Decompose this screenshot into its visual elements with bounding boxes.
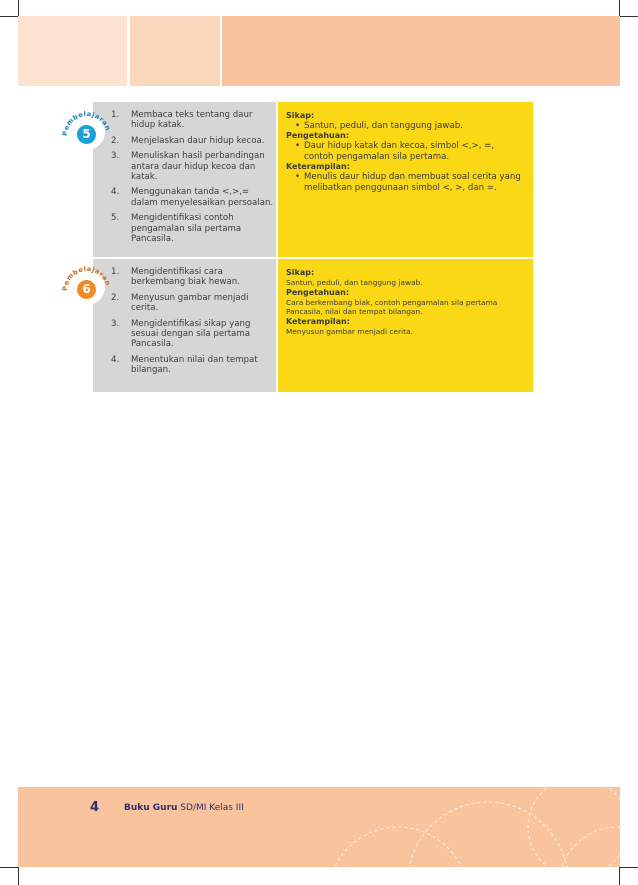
book-title [124,803,244,813]
objective-text: Mengidentifikasi sikap yang sesuai dengan sila pertama Pancasila. [131,318,251,350]
book-title-rest: SD/MI Kelas III [177,803,244,813]
objective-item [111,355,276,376]
competencies-cell [276,102,533,257]
header-band [130,16,220,86]
badge-number: 5 [77,125,96,144]
competency-heading: Sikap: [286,111,315,120]
footer-decoration [18,787,620,867]
objective-text: Mengidentifikasi contoh pengamalan sila pertama Pancasila. [131,213,242,245]
badge-number: 6 [77,280,96,299]
objective-number: 3. [111,151,120,162]
lesson-row [61,102,533,257]
objective-item [111,187,276,208]
competency-list [286,121,525,131]
competency-list [286,141,525,162]
competency-heading: Keterampilan: [286,316,350,326]
competency-text: Santun, peduli, dan tanggung jawab. [304,121,463,131]
objective-number: 4. [111,354,120,365]
badge-word: Pembelajaran [61,109,113,137]
competency-text: Menyusun gambar menjadi cerita. [286,326,413,336]
objective-number: 3. [111,318,120,329]
objective-number: 2. [111,135,120,146]
objective-text: Menjelaskan daur hidup kecoa. [131,135,265,146]
competency-heading: Pengetahuan: [286,131,350,141]
objective-number: 2. [111,292,120,303]
objective-text: Menuliskan hasil perbandingan antara daur hidup kecoa dan katak. [131,151,265,183]
objective-number: 1. [111,267,120,277]
objective-item [111,110,276,131]
objective-item [111,293,276,314]
crop-mark [620,16,638,17]
crop-mark [0,867,18,868]
competency-text: Santun, peduli, dan tanggung jawab. [286,278,423,287]
competency-item [294,141,525,162]
competency-list [286,172,525,193]
objective-item [111,136,276,146]
competency-item [294,121,525,131]
footer-band [18,787,620,867]
objectives-list [93,110,276,244]
competency-text: Daur hidup katak dan kecoa, simbol <,>, =, contoh pengamalan sila pertama. [304,141,495,162]
competency-text: Menulis daur hidup dan membuat soal cerita yang melibatkan penggunaan simbol <, >, dan =. [304,172,521,193]
objective-text: Menyusun gambar menjadi cerita. [131,292,249,314]
bullet-icon: • [295,121,301,131]
objective-item [111,151,276,182]
lesson-badge [61,106,113,158]
crop-mark [620,867,638,868]
lesson-badge [61,261,113,313]
bullet-icon: • [295,141,301,152]
competency-text: Cara berkembang biak, contoh pengamalan sila pertama Pancasila, nilai dan tempat bilangan. [286,297,498,316]
objective-number: 4. [111,187,120,198]
objective-number: 5. [111,213,120,224]
page-number: 4 [90,800,100,815]
lesson-table [61,102,533,392]
objective-number: 1. [111,110,120,120]
objective-text: Mengidentifikasi cara berkembang biak hewan. [131,267,240,288]
competency-heading: Keterampilan: [286,162,350,172]
competency-heading: Pengetahuan: [286,287,350,297]
crop-mark [619,867,620,885]
objectives-list [93,267,276,376]
crop-mark [0,16,18,17]
competency-item [294,172,525,193]
objectives-cell [61,259,276,392]
header-band [222,16,620,86]
crop-mark [18,867,19,885]
objective-item [111,267,276,288]
bullet-icon: • [295,172,301,183]
objective-item [111,319,276,350]
objective-text: Menggunakan tanda <,>,= dalam menyelesaikan persoalan. [131,187,274,208]
competencies-cell [276,259,533,392]
objectives-cell [61,102,276,257]
lesson-row [61,257,533,392]
competency-heading: Sikap: [286,268,315,277]
book-title-bold: Buku Guru [124,803,178,813]
objective-item [111,213,276,244]
objective-text: Membaca teks tentang daur hidup katak. [131,110,253,131]
objective-text: Menentukan nilai dan tempat bilangan. [131,354,258,376]
badge-word: Pembelajaran [61,264,113,292]
header-band [18,16,127,86]
